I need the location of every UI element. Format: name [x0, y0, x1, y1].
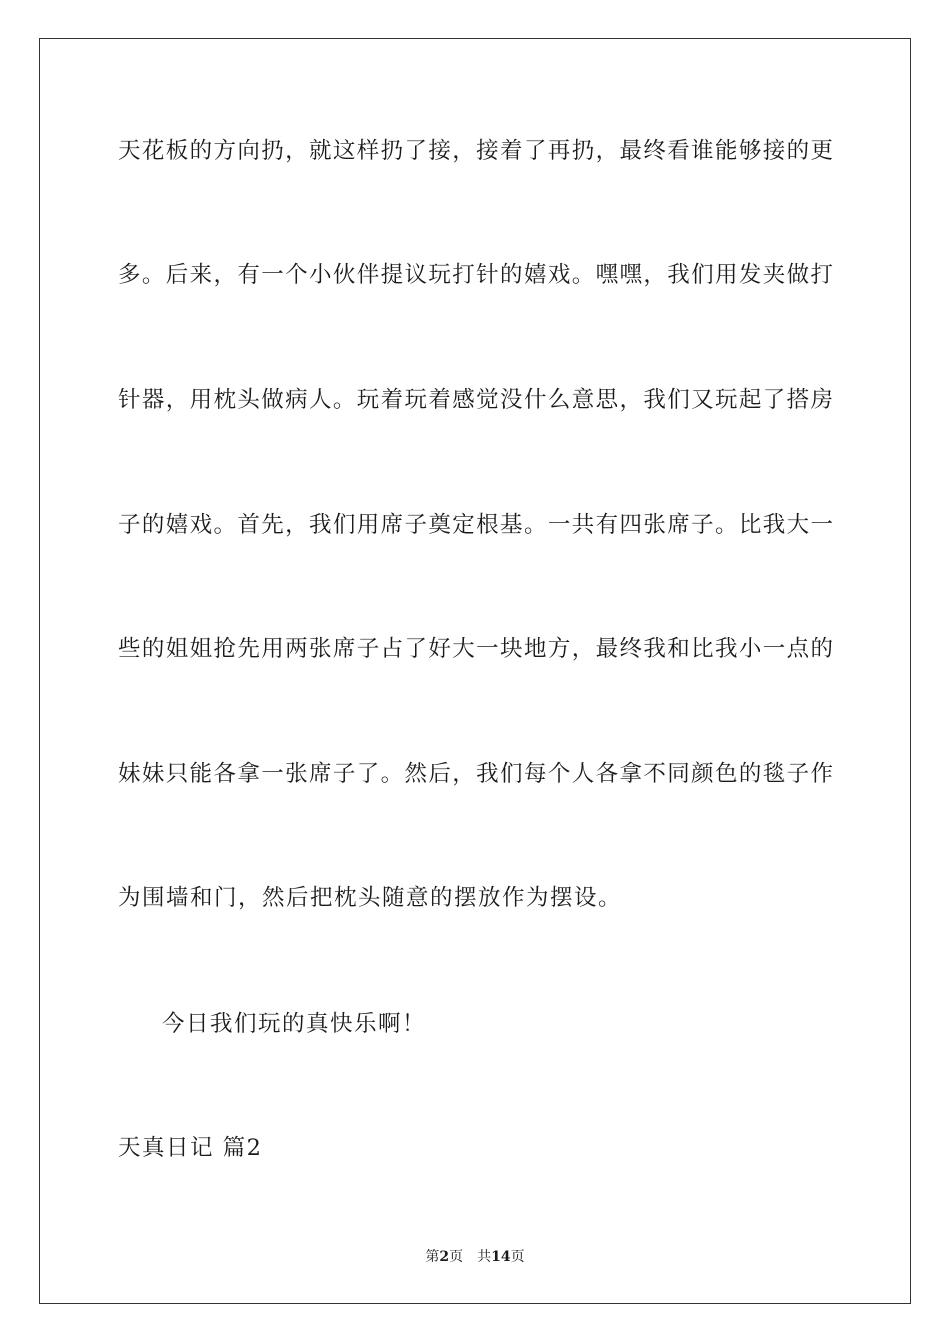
footer-page-current: 2: [439, 1249, 450, 1265]
footer-page-prefix: 第: [425, 1249, 440, 1265]
paragraph-line-4: 子的嬉戏。首先，我们用席子奠定根基。一共有四张席子。比我大一: [118, 512, 833, 538]
footer-total-suffix: 页: [510, 1249, 525, 1265]
paragraph-line-2: 多。后来，有一个小伙伴提议玩打针的嬉戏。嘿嘿，我们用发夹做打: [118, 262, 833, 288]
page-footer: [0, 1247, 950, 1267]
footer-page-total: 14: [491, 1249, 511, 1265]
paragraph-line-5: 些的姐姐抢先用两张席子占了好大一块地方，最终我和比我小一点的: [118, 636, 833, 662]
paragraph-line-1: 天花板的方向扔，就这样扔了接，接着了再扔，最终看谁能够接的更: [118, 138, 833, 164]
paragraph-line-3: 针器，用枕头做病人。玩着玩着感觉没什么意思，我们又玩起了搭房: [118, 387, 833, 413]
footer-page-suffix: 页: [449, 1249, 464, 1265]
section-heading: 天真日记 篇2: [118, 1135, 263, 1161]
paragraph-line-7: 为围墙和门，然后把枕头随意的摆放作为摆设。: [118, 885, 623, 911]
footer-total-prefix: 共: [477, 1249, 492, 1265]
page-border: [39, 38, 911, 1304]
paragraph-line-6: 妹妹只能各拿一张席子了。然后，我们每个人各拿不同颜色的毯子作: [118, 761, 833, 787]
closing-line: 今日我们玩的真快乐啊！: [162, 1011, 427, 1037]
